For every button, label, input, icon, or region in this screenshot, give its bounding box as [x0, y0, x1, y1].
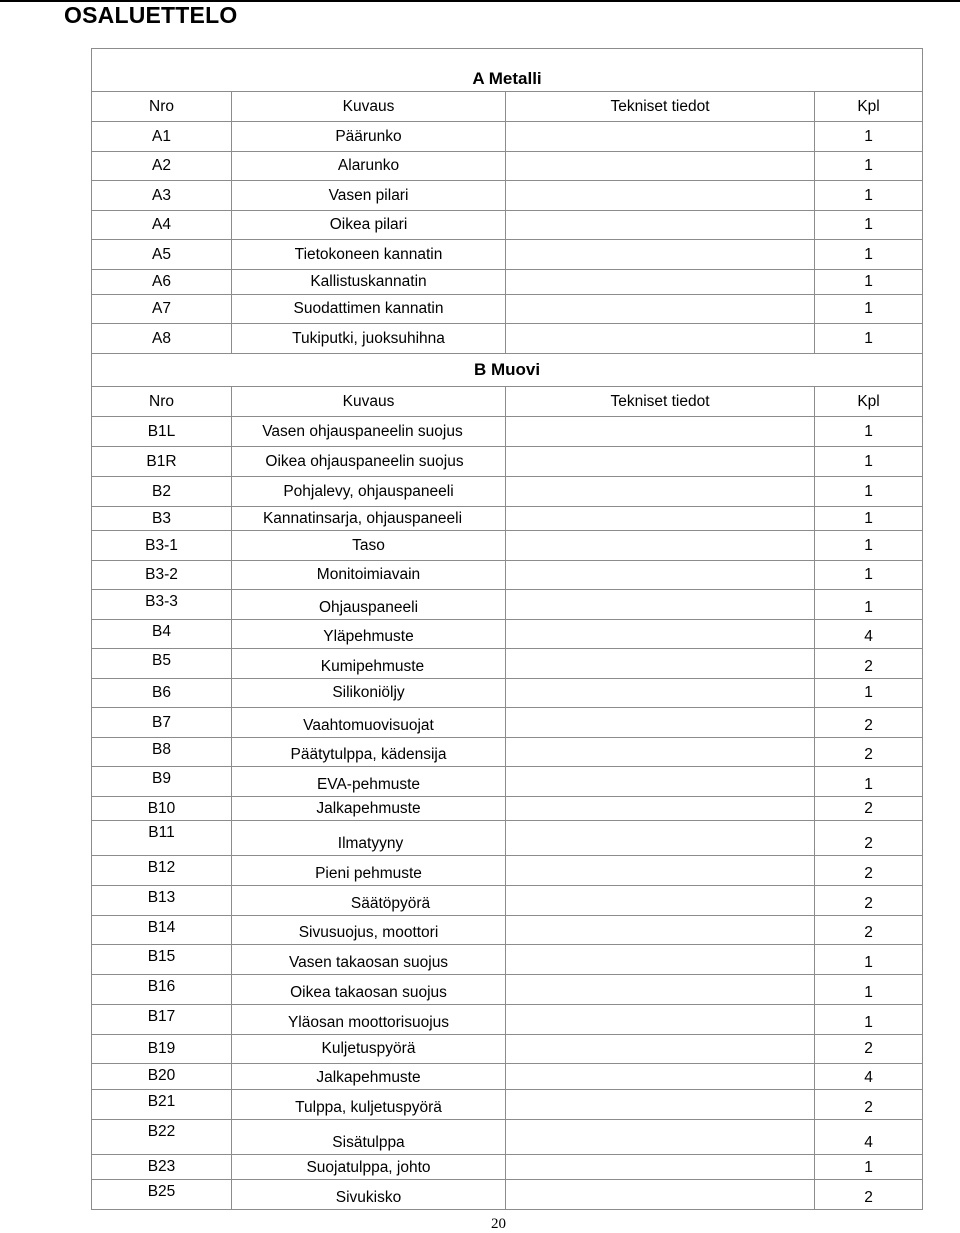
part-row	[92, 507, 923, 531]
part-row	[92, 1180, 923, 1210]
part-description: Vasen pilari	[232, 181, 506, 211]
part-quantity: 1	[815, 945, 923, 975]
part-technical-data	[506, 886, 815, 916]
part-quantity: 1	[815, 324, 923, 354]
parts-table-body	[92, 49, 923, 1210]
part-technical-data	[506, 1064, 815, 1090]
part-number: A8	[92, 324, 232, 354]
part-technical-data	[506, 620, 815, 649]
part-description: Monitoimiavain	[232, 561, 506, 590]
part-quantity: 1	[815, 507, 923, 531]
column-header-nro: Nro	[92, 92, 232, 122]
part-description: Pieni pehmuste	[232, 856, 506, 886]
part-technical-data	[506, 417, 815, 447]
part-number: B5	[92, 649, 232, 679]
part-description: Kuljetuspyörä	[232, 1035, 506, 1064]
part-description: Tukiputki, juoksuhihna	[232, 324, 506, 354]
part-quantity: 1	[815, 1155, 923, 1180]
column-header-tekniset: Tekniset tiedot	[506, 92, 815, 122]
part-number: B17	[92, 1005, 232, 1035]
part-quantity: 1	[815, 1005, 923, 1035]
part-quantity: 1	[815, 270, 923, 295]
column-header-kuvaus: Kuvaus	[232, 92, 506, 122]
section-heading-row	[92, 354, 923, 387]
part-number: A4	[92, 211, 232, 240]
page-number: 20	[491, 1216, 506, 1232]
part-row	[92, 649, 923, 679]
part-quantity: 2	[815, 797, 923, 821]
part-description: Oikea takaosan suojus	[232, 975, 506, 1005]
part-description: Alarunko	[232, 152, 506, 181]
part-description: Tietokoneen kannatin	[232, 240, 506, 270]
part-row	[92, 1005, 923, 1035]
column-header-row	[92, 387, 923, 417]
part-description: Kumipehmuste	[232, 649, 506, 679]
part-row	[92, 767, 923, 797]
part-technical-data	[506, 507, 815, 531]
part-technical-data	[506, 708, 815, 738]
part-number: B3-3	[92, 590, 232, 620]
part-quantity: 1	[815, 679, 923, 708]
part-quantity: 2	[815, 1180, 923, 1210]
part-row	[92, 295, 923, 324]
part-technical-data	[506, 1090, 815, 1120]
part-row	[92, 975, 923, 1005]
part-quantity: 1	[815, 767, 923, 797]
part-row	[92, 590, 923, 620]
part-row	[92, 152, 923, 181]
part-description: Päätytulppa, kädensija	[232, 738, 506, 767]
part-number: B4	[92, 620, 232, 649]
part-description: Vaahtomuovisuojat	[232, 708, 506, 738]
part-number: B1L	[92, 417, 232, 447]
part-quantity: 2	[815, 856, 923, 886]
part-number: B14	[92, 916, 232, 945]
part-description: Jalkapehmuste	[232, 1064, 506, 1090]
part-number: B22	[92, 1120, 232, 1155]
part-quantity: 1	[815, 590, 923, 620]
section-title: A Metalli	[92, 49, 923, 92]
part-quantity: 2	[815, 649, 923, 679]
part-description: Sivukisko	[232, 1180, 506, 1210]
part-number: B1R	[92, 447, 232, 477]
part-technical-data	[506, 152, 815, 181]
part-quantity: 1	[815, 417, 923, 447]
part-description: Suojatulppa, johto	[232, 1155, 506, 1180]
part-quantity: 2	[815, 738, 923, 767]
part-row	[92, 561, 923, 590]
part-quantity: 2	[815, 1035, 923, 1064]
part-quantity: 2	[815, 1090, 923, 1120]
part-number: B15	[92, 945, 232, 975]
part-number: A3	[92, 181, 232, 211]
part-row	[92, 797, 923, 821]
part-row	[92, 679, 923, 708]
part-quantity: 2	[815, 916, 923, 945]
part-number: B6	[92, 679, 232, 708]
section-heading-row	[92, 49, 923, 92]
part-number: B7	[92, 708, 232, 738]
part-description: Ohjauspaneeli	[232, 590, 506, 620]
part-number: B10	[92, 797, 232, 821]
part-number: A5	[92, 240, 232, 270]
part-row	[92, 708, 923, 738]
part-technical-data	[506, 181, 815, 211]
part-number: B21	[92, 1090, 232, 1120]
part-quantity: 4	[815, 620, 923, 649]
part-number: B13	[92, 886, 232, 916]
part-description: Kallistuskannatin	[232, 270, 506, 295]
part-quantity: 1	[815, 531, 923, 561]
part-row	[92, 417, 923, 447]
part-technical-data	[506, 211, 815, 240]
part-technical-data	[506, 590, 815, 620]
part-quantity: 2	[815, 708, 923, 738]
part-technical-data	[506, 1035, 815, 1064]
part-number: B3	[92, 507, 232, 531]
part-description: Yläpehmuste	[232, 620, 506, 649]
part-number: A6	[92, 270, 232, 295]
part-quantity: 1	[815, 561, 923, 590]
part-technical-data	[506, 649, 815, 679]
part-quantity: 1	[815, 122, 923, 152]
part-row	[92, 531, 923, 561]
part-quantity: 2	[815, 886, 923, 916]
part-description: Tulppa, kuljetuspyörä	[232, 1090, 506, 1120]
part-technical-data	[506, 679, 815, 708]
part-description: Kannatinsarja, ohjauspaneeli	[232, 507, 506, 531]
part-quantity: 1	[815, 240, 923, 270]
part-description: Oikea pilari	[232, 211, 506, 240]
part-technical-data	[506, 324, 815, 354]
part-technical-data	[506, 1155, 815, 1180]
part-description: EVA-pehmuste	[232, 767, 506, 797]
part-technical-data	[506, 1120, 815, 1155]
part-description: Vasen takaosan suojus	[232, 945, 506, 975]
column-header-kpl: Kpl	[815, 387, 923, 417]
part-description: Silikoniöljy	[232, 679, 506, 708]
part-quantity: 1	[815, 477, 923, 507]
part-number: B12	[92, 856, 232, 886]
part-row	[92, 1120, 923, 1155]
part-technical-data	[506, 797, 815, 821]
column-header-nro: Nro	[92, 387, 232, 417]
part-quantity: 1	[815, 181, 923, 211]
part-row	[92, 1090, 923, 1120]
part-row	[92, 886, 923, 916]
part-row	[92, 821, 923, 856]
part-technical-data	[506, 1180, 815, 1210]
part-quantity: 4	[815, 1064, 923, 1090]
part-row	[92, 856, 923, 886]
part-description: Yläosan moottorisuojus	[232, 1005, 506, 1035]
section-title: B Muovi	[92, 354, 923, 387]
part-row	[92, 1064, 923, 1090]
part-number: A1	[92, 122, 232, 152]
part-description: Sisätulppa	[232, 1120, 506, 1155]
part-technical-data	[506, 738, 815, 767]
part-number: B9	[92, 767, 232, 797]
part-technical-data	[506, 1005, 815, 1035]
page-title: OSALUETTELO	[64, 2, 238, 28]
part-row	[92, 324, 923, 354]
part-number: B3-2	[92, 561, 232, 590]
column-header-kpl: Kpl	[815, 92, 923, 122]
part-technical-data	[506, 447, 815, 477]
part-description: Jalkapehmuste	[232, 797, 506, 821]
part-row	[92, 620, 923, 649]
part-row	[92, 447, 923, 477]
part-description: Taso	[232, 531, 506, 561]
part-description: Sivusuojus, moottori	[232, 916, 506, 945]
part-row	[92, 181, 923, 211]
part-quantity: 1	[815, 152, 923, 181]
part-row	[92, 477, 923, 507]
part-number: B23	[92, 1155, 232, 1180]
part-number: B11	[92, 821, 232, 856]
part-technical-data	[506, 295, 815, 324]
part-technical-data	[506, 561, 815, 590]
column-header-kuvaus: Kuvaus	[232, 387, 506, 417]
part-technical-data	[506, 240, 815, 270]
part-description: Säätöpyörä	[232, 886, 506, 916]
part-quantity: 1	[815, 211, 923, 240]
part-technical-data	[506, 531, 815, 561]
part-quantity: 2	[815, 821, 923, 856]
part-row	[92, 945, 923, 975]
part-technical-data	[506, 945, 815, 975]
part-technical-data	[506, 122, 815, 152]
part-row	[92, 1155, 923, 1180]
part-description: Suodattimen kannatin	[232, 295, 506, 324]
part-description: Oikea ohjauspaneelin suojus	[232, 447, 506, 477]
part-number: B20	[92, 1064, 232, 1090]
part-number: B16	[92, 975, 232, 1005]
part-row	[92, 211, 923, 240]
part-row	[92, 270, 923, 295]
part-description: Ilmatyyny	[232, 821, 506, 856]
part-row	[92, 240, 923, 270]
part-technical-data	[506, 477, 815, 507]
part-description: Päärunko	[232, 122, 506, 152]
part-number: B2	[92, 477, 232, 507]
part-technical-data	[506, 856, 815, 886]
part-number: B8	[92, 738, 232, 767]
part-technical-data	[506, 821, 815, 856]
part-number: B3-1	[92, 531, 232, 561]
part-row	[92, 916, 923, 945]
part-quantity: 1	[815, 975, 923, 1005]
column-header-row	[92, 92, 923, 122]
column-header-tekniset: Tekniset tiedot	[506, 387, 815, 417]
part-quantity: 4	[815, 1120, 923, 1155]
part-technical-data	[506, 767, 815, 797]
part-quantity: 1	[815, 295, 923, 324]
part-number: B19	[92, 1035, 232, 1064]
part-number: A2	[92, 152, 232, 181]
part-description: Pohjalevy, ohjauspaneeli	[232, 477, 506, 507]
part-technical-data	[506, 975, 815, 1005]
part-row	[92, 738, 923, 767]
part-technical-data	[506, 916, 815, 945]
parts-table	[91, 48, 923, 1210]
part-number: B25	[92, 1180, 232, 1210]
part-row	[92, 122, 923, 152]
part-description: Vasen ohjauspaneelin suojus	[232, 417, 506, 447]
part-number: A7	[92, 295, 232, 324]
part-technical-data	[506, 270, 815, 295]
part-quantity: 1	[815, 447, 923, 477]
part-row	[92, 1035, 923, 1064]
